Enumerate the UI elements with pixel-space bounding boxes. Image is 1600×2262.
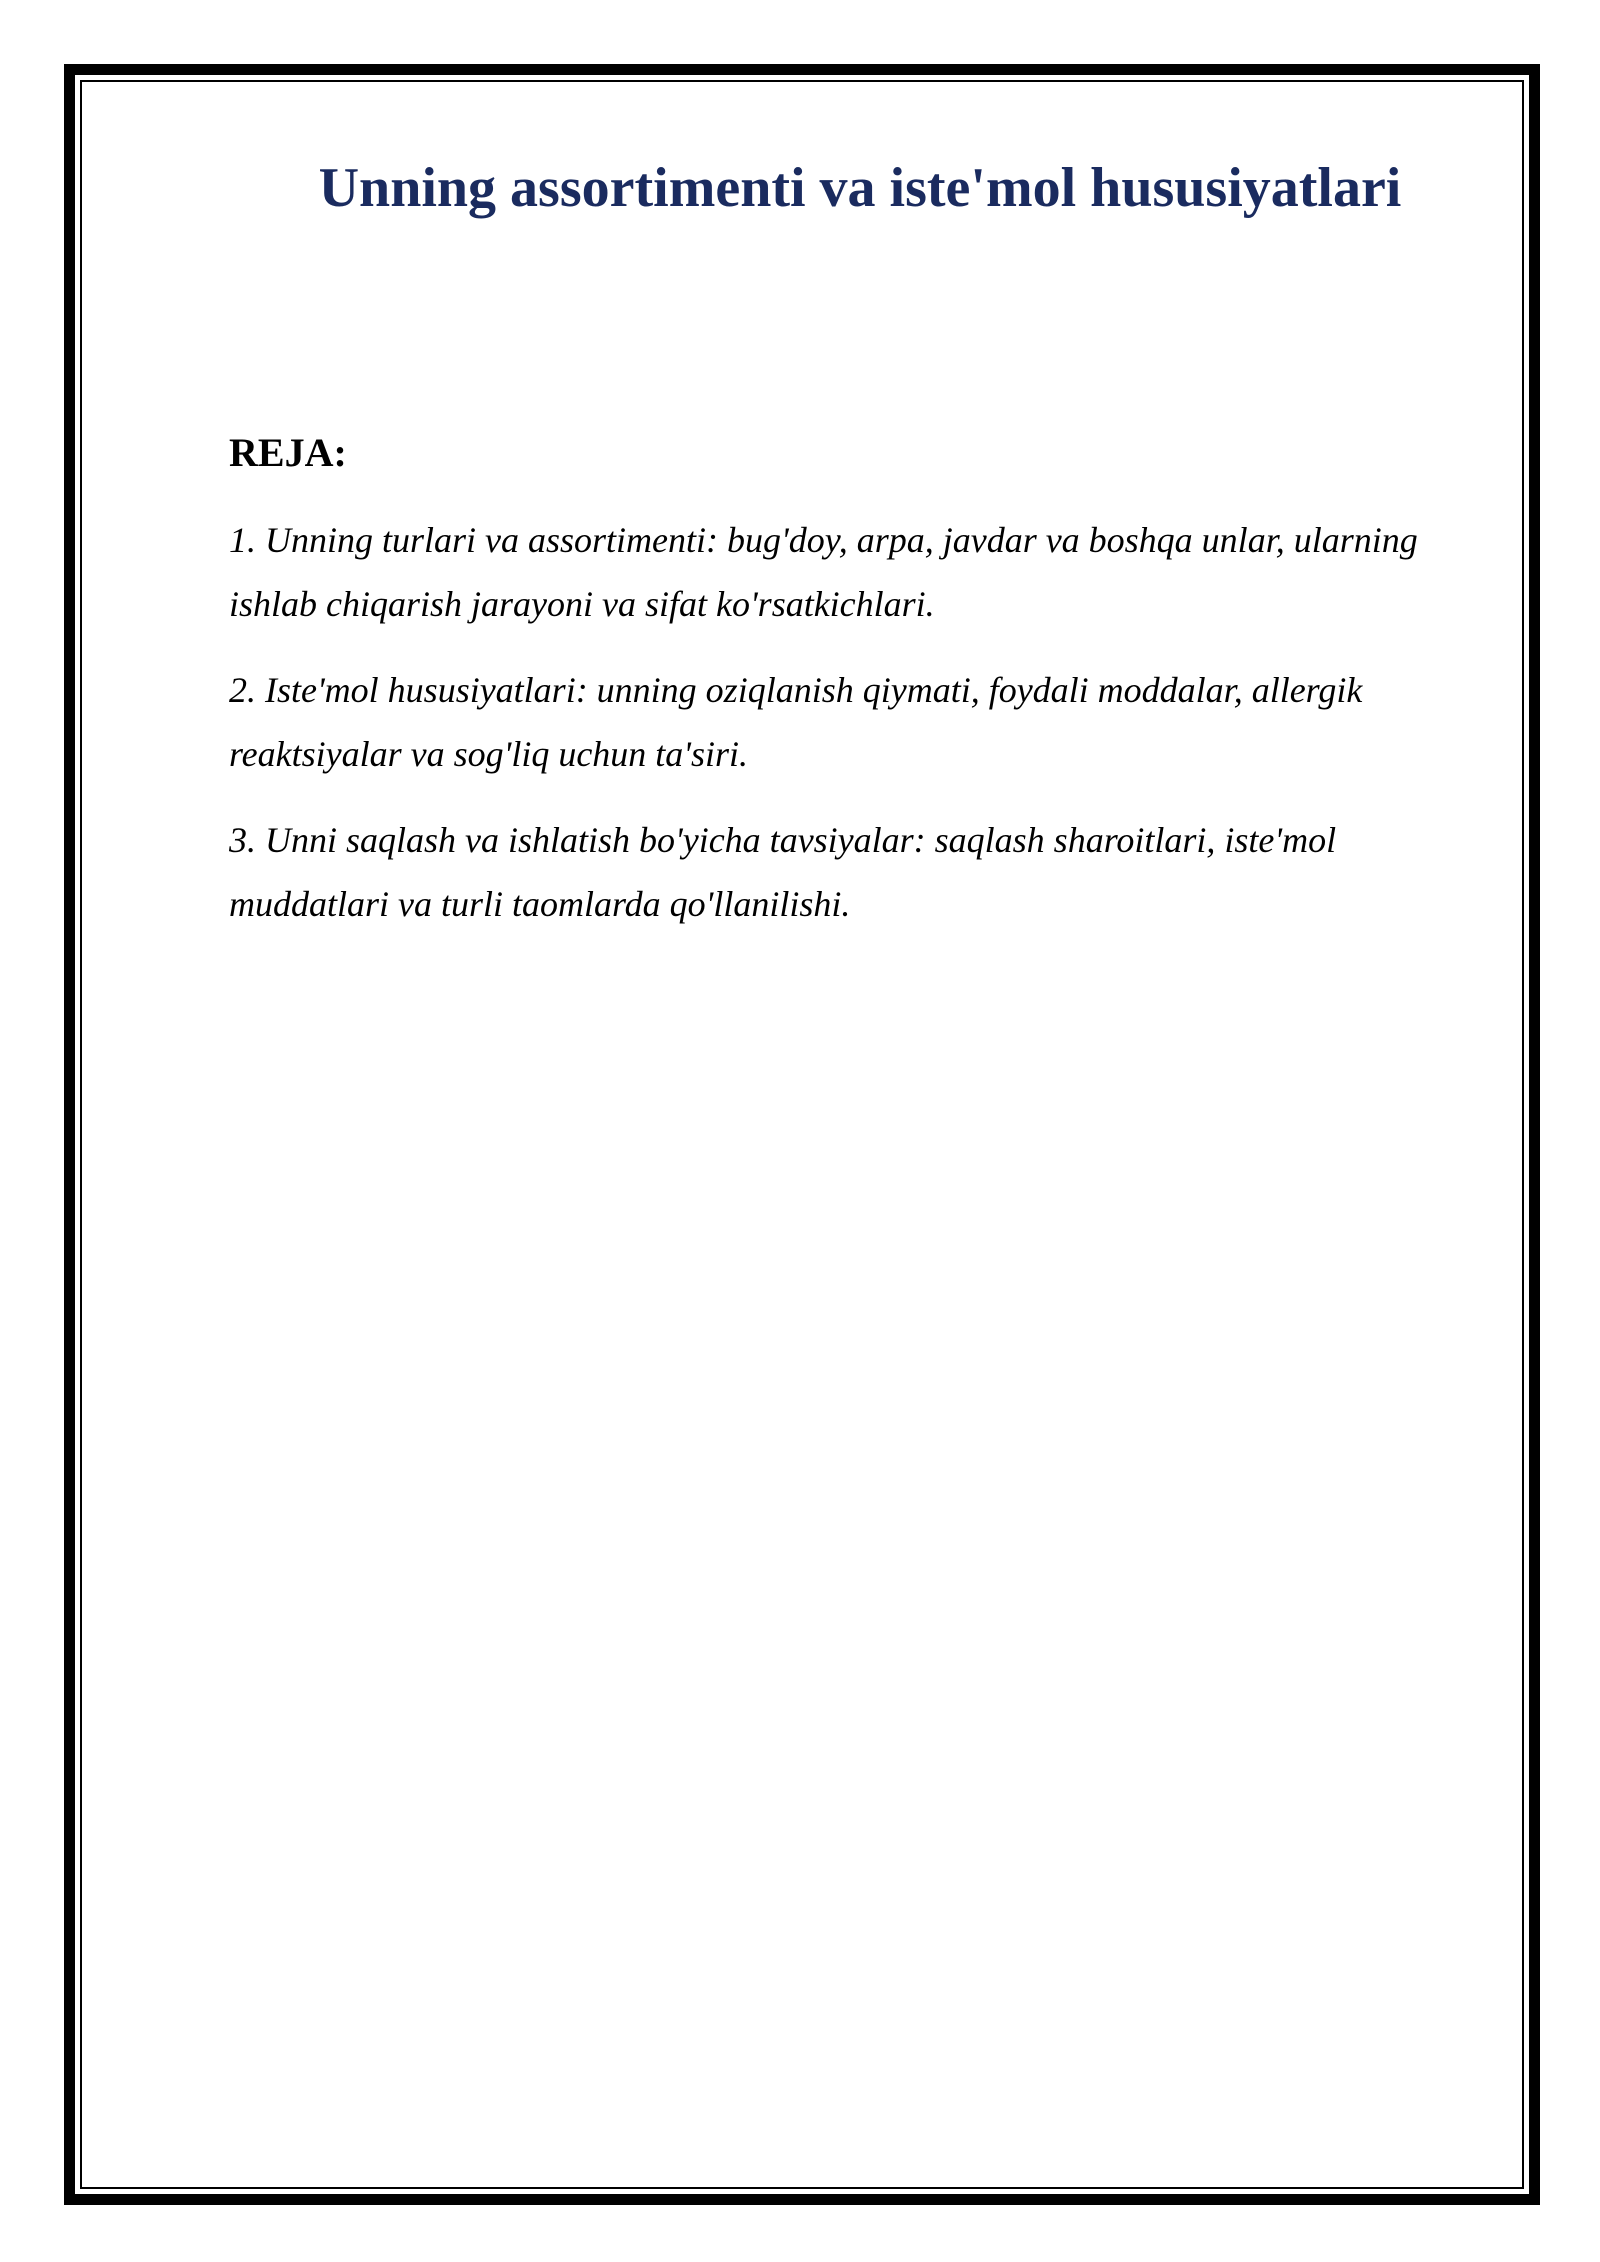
plan-item: 2. Iste'mol hususiyatlari: unning oziqlanish qiymati, foydali moddalar, allergik reaktsiyalar va sog'liq uchun ta'siri. [229,670,1363,774]
plan-section [229,420,1489,958]
document-title: Unning assortimenti va iste'mol hususiyatlari [318,157,1402,219]
plan-item: 1. Unning turlari va assortimenti: bug'doy, arpa, javdar va boshqa unlar, ularning ishlab chiqarish jarayoni va sifat ko'rsatkichlari. [229,520,1418,624]
plan-heading: REJA: [229,430,347,475]
page-border-inner [80,80,1524,2189]
plan-item: 3. Unni saqlash va ishlatish bo'yicha tavsiyalar: saqlash sharoitlari, iste'mol muddatlari va turli taomlarda qo'llanilishi. [229,820,1337,924]
